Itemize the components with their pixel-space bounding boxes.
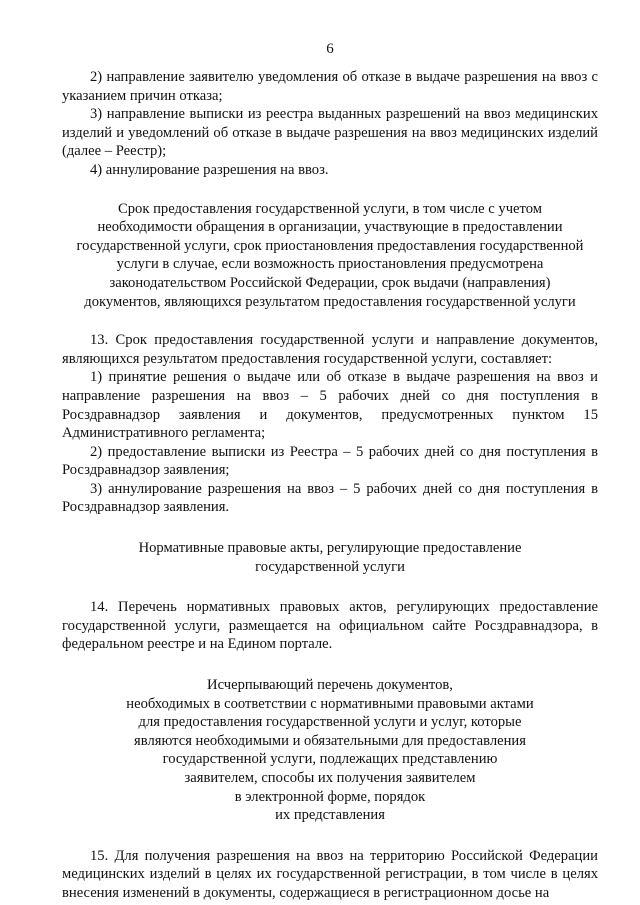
heading-line: законодательством Российской Федерации, срок выдачи (направления) (109, 274, 551, 291)
heading-line: необходимости обращения в организации, участвующие в предоставлении (97, 219, 563, 236)
heading-line: государственной услуги, срок приостановления предоставления государственной (76, 237, 584, 254)
list-item: 2) направление заявителю уведомления об отказе в выдаче разрешения на ввоз с указанием причин отказа; (62, 69, 598, 104)
heading-line: в электронной форме, порядок (234, 788, 426, 805)
page-number: 6 (326, 41, 334, 57)
list-item: 3) аннулирование разрешения на ввоз – 5 рабочих дней со дня поступления в Росздравнадзор заявления. (62, 480, 598, 516)
heading-line: необходимых в соответствии с нормативными правовыми актами (126, 695, 534, 712)
section-heading-term (62, 200, 598, 312)
list-item: 1) принятие решения о выдаче или об отказе в выдаче разрешения на ввоз и направление разрешения на ввоз – 5 рабочих дней со дня поступления в Росздравнадзор заявления и документов, предусмотренных пунктом 15 Административного регламента; (62, 369, 598, 442)
heading-line: документов, являющихся результатом предоставления государственной услуги (84, 293, 576, 310)
heading-line: государственной услуги, подлежащих представлению (162, 751, 498, 768)
section-heading-docs (62, 676, 598, 825)
paragraph-14: 14. Перечень нормативных правовых актов, регулирующих предоставление государственной услуги, размещается на официальном сайте Росздравнадзора, в федеральном реестре и на Едином портале. (62, 599, 598, 653)
heading-line: их представления (275, 807, 385, 824)
list-item: 3) направление выписки из реестра выданных разрешений на ввоз медицинских изделий и уведомлений об отказе в выдаче разрешения на ввоз медицинских изделий (далее – Реестр); (62, 106, 598, 160)
heading-line: заявителем, способы их получения заявителем (184, 770, 476, 786)
heading-line: услуги в случае, если возможность приостановления предусмотрена (116, 256, 544, 273)
list-item: 2) предоставление выписки из Реестра – 5 рабочих дней со дня поступления в Росздравнадзор заявления; (62, 443, 598, 479)
result-items-list (62, 68, 598, 180)
heading-line: Срок предоставления государственной услуги, в том числе с учетом (118, 200, 542, 217)
paragraph-15: 15. Для получения разрешения на ввоз на территорию Российской Федерации медицинских изделий в целях их государственной регистрации, в том числе в целях внесения изменений в документы, содержащиеся в регистрационном досье на (62, 847, 598, 901)
heading-line: являются необходимыми и обязательными для предоставления (134, 732, 526, 749)
paragraph-13: 13. Срок предоставления государственной услуги и направление документов, являющихся результатом предоставления государственной услуги, составляет: (62, 332, 598, 367)
heading-line: для предоставления государственной услуги и услуг, которые (138, 714, 522, 731)
term-items-list (62, 368, 598, 517)
heading-line: Исчерпывающий перечень документов, (207, 677, 453, 694)
list-item: 4) аннулирование разрешения на ввоз. (90, 161, 329, 178)
heading-line: Нормативные правовые акты, регулирующие предоставление (138, 540, 522, 557)
section-heading-acts (62, 539, 598, 576)
heading-line: государственной услуги (255, 558, 405, 575)
